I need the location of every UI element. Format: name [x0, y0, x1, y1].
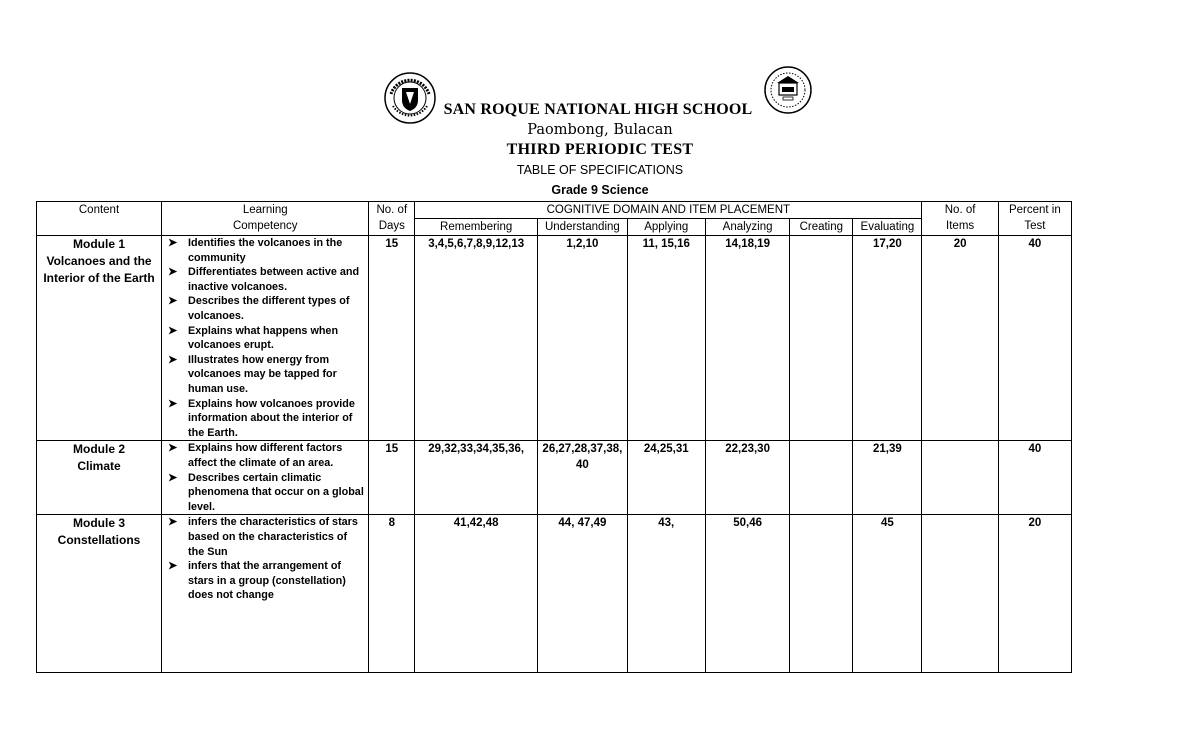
- percent-cell: 40: [998, 236, 1071, 441]
- evaluating-cell: 45: [853, 515, 922, 673]
- header-row: [37, 202, 1072, 219]
- competency-list: [162, 515, 369, 673]
- content-header: Content: [37, 202, 162, 236]
- competency-item: ➤ infers that the arrangement of stars in a group (constellation) does not change: [168, 560, 346, 602]
- percent-cell: 20: [998, 515, 1071, 673]
- competency-item: ➤ Differentiates between active and inactive volcanoes.: [168, 266, 360, 293]
- applying-cell: 43,: [627, 515, 705, 673]
- evaluating-header: Evaluating: [853, 219, 922, 236]
- understanding-header: Understanding: [538, 219, 627, 236]
- document-title: TABLE OF SPECIFICATIONS: [516, 163, 684, 177]
- competency-item: ➤ Describes certain climatic phenomena that occur on a global level.: [168, 471, 364, 513]
- competency-item: ➤ Identifies the volcanoes in the community: [168, 237, 343, 264]
- arrow-bullet-icon: ➤: [168, 266, 178, 279]
- competency-list: [162, 441, 369, 515]
- applying-cell: 24,25,31: [627, 441, 705, 515]
- module-content: Module 3 Constellations: [37, 515, 162, 673]
- competency-list: [162, 236, 369, 441]
- school-name: SAN ROQUE NATIONAL HIGH SCHOOL: [443, 101, 753, 118]
- days-cell: 8: [369, 515, 415, 673]
- percent-cell: 40: [998, 441, 1071, 515]
- arrow-bullet-icon: ➤: [168, 353, 178, 366]
- arrow-bullet-icon: ➤: [168, 324, 178, 337]
- remembering-header: Remembering: [415, 219, 538, 236]
- competency-header: Learning Competency: [162, 202, 369, 236]
- remembering-cell: 41,42,48: [415, 515, 538, 673]
- creating-cell: [790, 236, 853, 441]
- understanding-cell: 44, 47,49: [538, 515, 627, 673]
- creating-header: Creating: [790, 219, 853, 236]
- arrow-bullet-icon: ➤: [168, 471, 178, 484]
- evaluating-cell: 21,39: [853, 441, 922, 515]
- analyzing-cell: 14,18,19: [705, 236, 789, 441]
- applying-cell: 11, 15,16: [627, 236, 705, 441]
- applying-header: Applying: [627, 219, 705, 236]
- creating-cell: [790, 441, 853, 515]
- evaluating-cell: 17,20: [853, 236, 922, 441]
- subject-title: Grade 9 Science: [551, 183, 649, 197]
- days-cell: 15: [369, 441, 415, 515]
- arrow-bullet-icon: ➤: [168, 237, 178, 249]
- competency-item: ➤ Describes the different types of volcanoes.: [168, 295, 350, 322]
- arrow-bullet-icon: ➤: [168, 516, 178, 529]
- remembering-cell: 29,32,33,34,35,36,: [415, 441, 538, 515]
- test-title: THIRD PERIODIC TEST: [506, 141, 694, 158]
- competency-item: ➤ Explains how volcanoes provide information about the interior of the Earth.: [168, 397, 355, 439]
- analyzing-cell: 50,46: [705, 515, 789, 673]
- module-content: Module 2 Climate: [37, 441, 162, 515]
- analyzing-cell: 22,23,30: [705, 441, 789, 515]
- document-header: [0, 0, 1200, 205]
- competency-item: ➤ Illustrates how energy from volcanoes may be tapped for human use.: [168, 353, 337, 395]
- arrow-bullet-icon: ➤: [168, 295, 178, 308]
- arrow-bullet-icon: ➤: [168, 442, 178, 455]
- days-cell: 15: [369, 236, 415, 441]
- understanding-cell: 1,2,10: [538, 236, 627, 441]
- table-row: [37, 515, 1072, 673]
- items-cell: [922, 515, 998, 673]
- remembering-cell: 3,4,5,6,7,8,9,12,13: [415, 236, 538, 441]
- items-header: No. of Items: [922, 202, 998, 236]
- analyzing-header: Analyzing: [705, 219, 789, 236]
- domain-group-header: COGNITIVE DOMAIN AND ITEM PLACEMENT: [415, 202, 922, 219]
- days-header: No. of Days: [369, 202, 415, 236]
- arrow-bullet-icon: ➤: [168, 397, 178, 410]
- competency-item: ➤ Explains what happens when volcanoes erupt.: [168, 324, 339, 352]
- table-row: [37, 441, 1072, 515]
- school-location: Paombong, Bulacan: [527, 122, 673, 138]
- items-cell: [922, 441, 998, 515]
- specification-table: [36, 201, 1072, 673]
- table-row: [37, 236, 1072, 441]
- competency-item: ➤ Explains how different factors affect the climate of an area.: [168, 442, 343, 469]
- items-cell: 20: [922, 236, 998, 441]
- module-content: Module 1 Volcanoes and the Interior of the Earth: [37, 236, 162, 441]
- competency-item: ➤ infers the characteristics of stars based on the characteristics of the Sun: [168, 516, 358, 558]
- creating-cell: [790, 515, 853, 673]
- arrow-bullet-icon: ➤: [168, 560, 178, 573]
- percent-header: Percent in Test: [998, 202, 1071, 236]
- understanding-cell: 26,27,28,37,38, 40: [538, 441, 627, 515]
